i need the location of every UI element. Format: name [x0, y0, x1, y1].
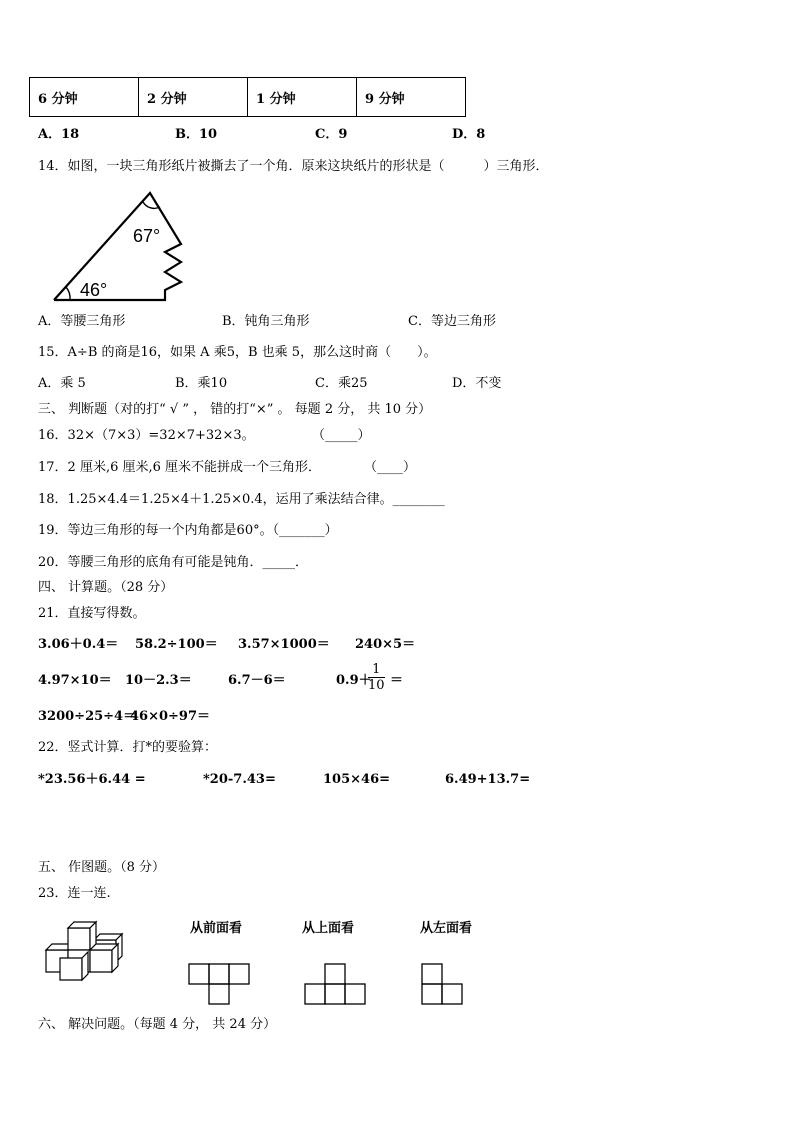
calc-item: 6.7－6＝	[228, 673, 286, 688]
calc-item: 240×5＝	[355, 637, 416, 652]
calc-item: 3.57×1000＝	[238, 637, 330, 652]
fraction-numerator: 1	[368, 662, 385, 678]
q14-text: 14．如图，一块三角形纸片被撕去了一个角．原来这块纸片的形状是（ ）三角形．	[38, 159, 549, 174]
q13-option-c: C．9	[315, 127, 348, 142]
vertical-calc-item: 105×46=	[323, 772, 391, 787]
view-label-front: 从前面看	[190, 921, 243, 936]
fraction-denominator: 10	[368, 678, 385, 693]
table-cell: 6 分钟	[30, 78, 139, 117]
time-table	[29, 77, 466, 117]
torn-triangle-figure	[50, 190, 190, 305]
q16-text: 16．32×（7×3）=32×7+32×3。	[38, 428, 255, 443]
q14-option-c: C．等边三角形	[408, 314, 496, 329]
q18-text: 18．1.25×4.4＝1.25×4＋1.25×0.4，运用了乘法结合律。________	[38, 492, 445, 507]
table-cell: 2 分钟	[139, 78, 248, 117]
calc-item-fraction-suffix: ＝	[390, 673, 404, 688]
section-4-heading: 四、 计算题。（28 分）	[38, 580, 174, 595]
q15-option-c: C．乘25	[315, 376, 368, 391]
calc-item-fraction-prefix: 0.9＋	[336, 673, 372, 688]
section-3-heading: 三、 判断题（对的打“ √ ” ， 错的打“×” 。 每题 2 分， 共 10 分）	[38, 402, 432, 417]
fraction	[368, 662, 385, 693]
vertical-calc-item: *20-7.43=	[203, 772, 276, 787]
q15-option-b: B．乘10	[175, 376, 228, 391]
q23-title: 23．连一连.	[38, 886, 111, 901]
angle-top-label: 67°	[133, 226, 161, 246]
q15-option-a: A．乘 5	[38, 376, 86, 391]
view-shape-3	[421, 963, 465, 1007]
vertical-calc-item: 6.49+13.7=	[445, 772, 531, 787]
calc-item: 58.2÷100＝	[135, 637, 218, 652]
calc-item: 4.97×10＝	[38, 673, 112, 688]
view-label-left: 从左面看	[420, 921, 473, 936]
q17-text: 17．2 厘米,6 厘米,6 厘米不能拼成一个三角形．	[38, 460, 322, 475]
q15-option-d: D．不变	[452, 376, 502, 391]
table-cell: 9 分钟	[357, 78, 466, 117]
vertical-calc-item: *23.56＋6.44 =	[38, 772, 146, 787]
section-6-heading: 六、 解决问题。（每题 4 分， 共 24 分）	[38, 1017, 277, 1032]
calc-item: 3.06＋0.4＝	[38, 637, 119, 652]
angle-bottom-label: 46°	[80, 280, 108, 300]
calc-item: 3200÷25÷4＝	[38, 709, 137, 724]
q20-text: 20．等腰三角形的底角有可能是钝角．_____．	[38, 555, 309, 570]
q13-option-a: A．18	[38, 127, 80, 142]
view-shape-1	[188, 963, 252, 1007]
cube-stack-figure	[42, 918, 142, 988]
view-label-top: 从上面看	[302, 921, 355, 936]
q21-title: 21．直接写得数。	[38, 606, 146, 621]
view-shape-2	[304, 963, 368, 1007]
table-cell: 1 分钟	[248, 78, 357, 117]
q14-option-b: B．钝角三角形	[222, 314, 310, 329]
q16-blank: （_____）	[312, 428, 371, 443]
section-5-heading: 五、 作图题。（8 分）	[38, 860, 166, 875]
q15-text: 15．A÷B 的商是16，如果 A 乘5，B 也乘 5，那么这时商（ ）。	[38, 345, 437, 360]
q13-option-b: B．10	[175, 127, 218, 142]
q19-text: 19．等边三角形的每一个内角都是60°。（_______）	[38, 523, 338, 538]
q22-title: 22．竖式计算．打*的要验算：	[38, 740, 218, 755]
calc-item: 46×0÷97＝	[130, 709, 211, 724]
q13-option-d: D．8	[452, 127, 486, 142]
calc-item: 10－2.3＝	[125, 673, 192, 688]
q14-option-a: A．等腰三角形	[38, 314, 126, 329]
q17-blank: （____）	[364, 460, 417, 475]
